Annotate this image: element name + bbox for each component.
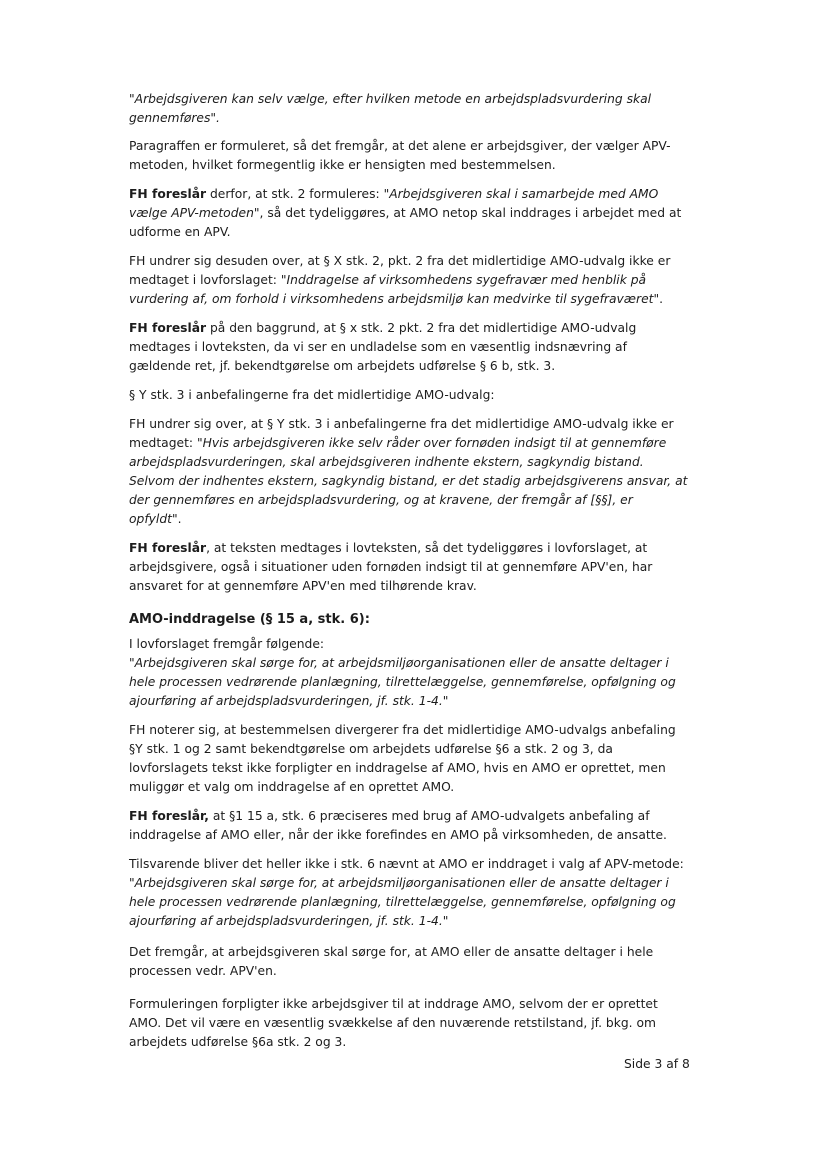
proposal-label: FH foreslår	[129, 187, 207, 201]
proposal-label: FH foreslår	[129, 541, 207, 555]
quote-text: "Arbejdsgiveren kan selv vælge, efter hvilken metode en arbejdspladsvurdering skal gennemføres".	[129, 92, 652, 125]
paragraph: Formuleringen forpligter ikke arbejdsgiver til at inddrage AMO, selvom der er oprettet AMO. Det vil være en væsentlig svækkelse af den nuværende retstilstand, jf. bkg. om arbejdets udførelse §6a stk. 2 og 3.	[129, 997, 658, 1049]
proposal-label: FH foreslår	[129, 321, 207, 335]
section-heading: AMO-inddragelse (§ 15 a, stk. 6):	[129, 612, 370, 627]
quote-text: "Hvis arbejdsgiveren ikke selv råder over fornøden indsigt til at gennemføre arbejdspladsvurderingen, skal arbejdsgiveren indhente ekstern, sagkyndig bistand. Selvom der indhentes ekstern, sagkyndig bistand, er det stadig arbejdsgiverens ansvar, at der gennemføres en arbejdspladsvurdering, og at kravene, der fremgår af [§§], er opfyldt"	[129, 436, 688, 526]
paragraph: FH undrer sig desuden over, at § X stk. 2, pkt. 2 fra det midlertidige AMO-udvalg ikke er medtaget i lovforslaget: "Inddragelse af virksomhedens sygefravær med henblik på vurdering af, om forhold i virksomhedens arbejdsmiljø kan medvirke til sygefraværet".	[129, 254, 671, 306]
paragraph: FH undrer sig over, at § Y stk. 3 i anbefalingerne fra det midlertidige AMO-udvalg ikke er medtaget: "Hvis arbejdsgiveren ikke selv råder over fornøden indsigt til at gennemføre arbejdspladsvurderingen, skal arbejdsgiveren indhente ekstern, sagkyndig bistand. Selvom der indhentes ekstern, sagkyndig bistand, er det stadig arbejdsgiverens ansvar, at der gennemføres en arbejdspladsvurdering, og at kravene, der fremgår af [§§], er opfyldt".	[129, 417, 688, 526]
paragraph: Paragraffen er formuleret, så det fremgår, at det alene er arbejdsgiver, der vælger APV-metoden, hvilket formegentlig ikke er hensigten med bestemmelsen.	[129, 139, 671, 172]
quote-text: "Arbejdsgiveren skal sørge for, at arbejdsmiljøorganisationen eller de ansatte deltager i hele processen vedrørende planlægning, tilrettelæggelse, gennemførelse, opfølgning og ajourføring af arbejdspladsvurderingen, jf. stk. 1-4."	[129, 656, 676, 708]
paragraph: Tilsvarende bliver det heller ikke i stk. 6 nævnt at AMO er inddraget i valg af APV-metode: "Arbejdsgiveren skal sørge for, at arbejdsmiljøorganisationen eller de ansatte deltager i hele processen vedrørende planlægning, tilrettelæggelse, gennemførelse, opfølgning og ajourføring af arbejdspladsvurderingen, jf. stk. 1-4."	[129, 857, 684, 928]
quote-text: "Arbejdsgiveren skal sørge for, at arbejdsmiljøorganisationen eller de ansatte deltager i hele processen vedrørende planlægning, tilrettelæggelse, gennemførelse, opfølgning og ajourføring af arbejdspladsvurderingen, jf. stk. 1-4."	[129, 876, 676, 928]
quote-paragraph	[129, 90, 689, 128]
quote-text: "Arbejdsgiveren skal i samarbejde med AMO vælge APV-metoden"	[129, 187, 659, 220]
document-body	[129, 90, 689, 1062]
proposal-paragraph: FH foreslår, at teksten medtages i lovteksten, så det tydeliggøres i lovforslaget, at arbejdsgivere, også i situationer uden fornøden indsigt til at gennemføre APV'en, har ansvaret for at gennemføre APV'en med tilhørende krav.	[129, 541, 653, 593]
proposal-paragraph: FH foreslår derfor, at stk. 2 formuleres: "Arbejdsgiveren skal i samarbejde med AMO vælge APV-metoden", så det tydeliggøres, at AMO netop skal inddrages i arbejdet med at udforme en APV.	[129, 187, 682, 239]
proposal-paragraph: FH foreslår, at §1 15 a, stk. 6 præciseres med brug af AMO-udvalgets anbefaling af inddragelse af AMO eller, når der ikke forefindes en AMO på virksomheden, de ansatte.	[129, 809, 667, 842]
paragraph: § Y stk. 3 i anbefalingerne fra det midlertidige AMO-udvalg:	[129, 388, 495, 402]
quote-text: "Inddragelse af virksomhedens sygefravær med henblik på vurdering af, om forhold i virksomhedens arbejdsmiljø kan medvirke til sygefraværet"	[129, 273, 660, 306]
paragraph: Det fremgår, at arbejdsgiveren skal sørge for, at AMO eller de ansatte deltager i hele processen vedr. APV'en.	[129, 945, 654, 978]
page-number: Side 3 af 8	[624, 1057, 690, 1071]
proposal-label: FH foreslår,	[129, 809, 209, 823]
paragraph: I lovforslaget fremgår følgende: "Arbejdsgiveren skal sørge for, at arbejdsmiljøorganisationen eller de ansatte deltager i hele processen vedrørende planlægning, tilrettelæggelse, gennemførelse, opfølgning og ajourføring af arbejdspladsvurderingen, jf. stk. 1-4."	[129, 637, 676, 708]
proposal-paragraph: FH foreslår på den baggrund, at § x stk. 2 pkt. 2 fra det midlertidige AMO-udvalg medtages i lovteksten, da vi ser en undladelse som en væsentlig indsnævring af gældende ret, jf. bekendtgørelse om arbejdets udførelse § 6 b, stk. 3.	[129, 321, 637, 373]
paragraph: FH noterer sig, at bestemmelsen divergerer fra det midlertidige AMO-udvalgs anbefaling §Y stk. 1 og 2 samt bekendtgørelse om arbejdets udførelse §6 a stk. 2 og 3, da lovforslagets tekst ikke forpligter en inddragelse af AMO, hvis en AMO er oprettet, men muliggør et valg om inddragelse af en oprettet AMO.	[129, 723, 676, 794]
